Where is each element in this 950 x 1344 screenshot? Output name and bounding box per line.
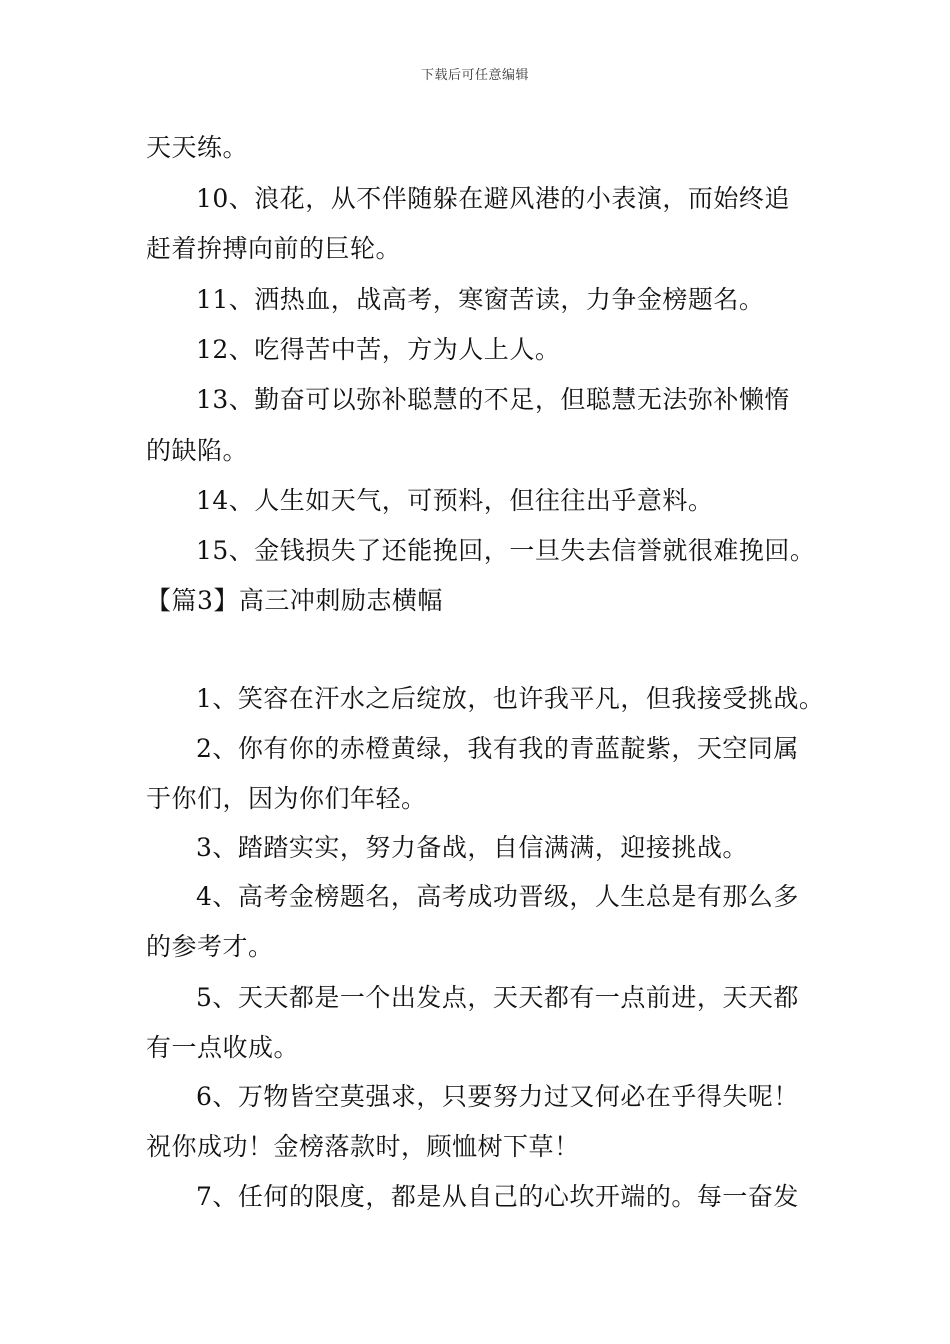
text-line: 赶着拚搏向前的巨轮。 (146, 234, 402, 263)
page-header: 下载后可任意编辑 (420, 68, 529, 83)
text-line: 天天练。 (146, 133, 249, 162)
text-line: 的缺陷。 (146, 436, 249, 465)
text-line: 6、万物皆空莫强求，只要努力过又何必在乎得失呢！ (196, 1082, 799, 1111)
text-line: 12、吃得苦中苦，方为人上人。 (196, 335, 561, 364)
text-line: 2、你有你的赤橙黄绿，我有我的青蓝靛紫，天空同属 (196, 734, 799, 763)
text-line: 有一点收成。 (146, 1033, 300, 1062)
section-heading: 【篇3】高三冲刺励志横幅 (146, 586, 443, 615)
text-line: 4、高考金榜题名，高考成功晋级，人生总是有那么多 (196, 882, 799, 911)
text-line: 11、洒热血，战高考，寒窗苦读，力争金榜题名。 (196, 285, 765, 314)
text-line: 7、任何的限度，都是从自己的心坎开端的。每一奋发 (196, 1182, 799, 1211)
text-line: 10、浪花，从不伴随躲在避风港的小表演，而始终追 (196, 184, 790, 213)
text-line: 13、勤奋可以弥补聪慧的不足，但聪慧无法弥补懒惰 (196, 385, 790, 414)
text-line: 3、踏踏实实，努力备战，自信满满，迎接挑战。 (196, 833, 748, 862)
text-line: 5、天天都是一个出发点，天天都有一点前进，天天都 (196, 983, 799, 1012)
text-line: 于你们，因为你们年轻。 (146, 784, 427, 813)
text-line: 祝你成功！金榜落款时，顾恤树下草！ (146, 1132, 580, 1161)
text-line: 1、笑容在汗水之后绽放，也许我平凡，但我接受挑战。 (196, 684, 825, 713)
text-line: 的参考才。 (146, 932, 274, 961)
text-line: 15、金钱损失了还能挽回，一旦失去信誉就很难挽回。 (196, 536, 816, 565)
text-line: 14、人生如天气，可预料，但往往出乎意料。 (196, 486, 714, 515)
